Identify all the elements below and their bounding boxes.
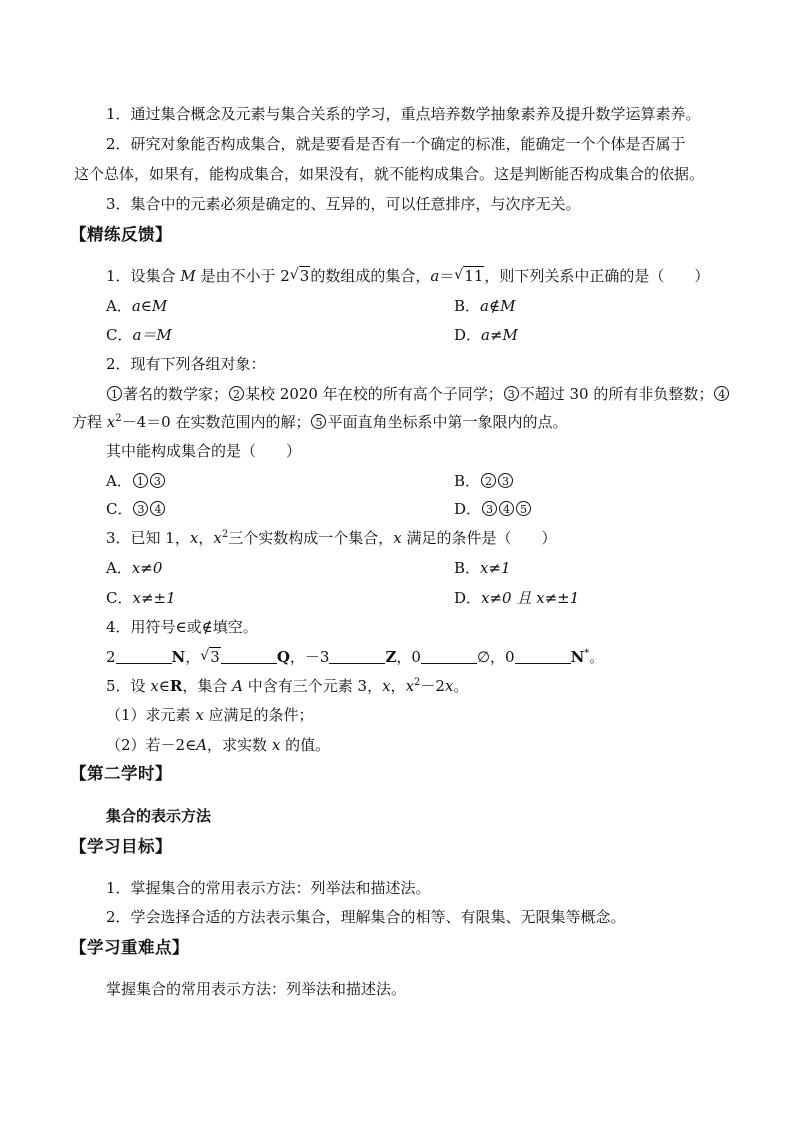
question-2-stem: 2．现有下列各组对象： bbox=[106, 355, 266, 373]
option-c[interactable]: C．x≠±1 bbox=[106, 589, 176, 607]
question-5-part-1: （1）求元素 x 应满足的条件； bbox=[106, 706, 314, 724]
section-heading-lesson-2: 【第二学时】 bbox=[70, 764, 172, 783]
summary-point-2-line-2: 这个总体，如果有，能构成集合，如果没有，就不能构成集合。这是判断能否构成集合的依据。 bbox=[74, 165, 705, 183]
question-5-part-2: （2）若－2∈A，求实数 x 的值。 bbox=[106, 736, 331, 754]
question-2-options-row-1 bbox=[106, 471, 706, 491]
circled-number-3: 3 bbox=[504, 386, 519, 401]
circled-number-2: 2 bbox=[229, 386, 244, 401]
circled-number: 1 bbox=[133, 473, 148, 488]
question-2-ask: 其中能构成集合的是（ ） bbox=[106, 442, 302, 460]
circled-number-5: 5 bbox=[311, 414, 326, 429]
answer-blank-2[interactable] bbox=[221, 649, 277, 664]
option-b[interactable]: B．a∉M bbox=[454, 297, 516, 315]
question-4-stem: 4．用符号∈或∉填空。 bbox=[106, 618, 258, 636]
circled-number: 3 bbox=[150, 473, 165, 488]
question-3-options-row-1 bbox=[106, 558, 706, 578]
circled-number-4: 4 bbox=[714, 386, 729, 401]
option-a[interactable]: A． 1 3 bbox=[106, 472, 166, 490]
goal-item-2: 2．学会选择合适的方法表示集合，理解集合的相等、有限集、无限集等概念。 bbox=[106, 908, 626, 926]
option-c[interactable]: C． 3 4 bbox=[106, 500, 166, 518]
option-a[interactable]: A．a∈M bbox=[106, 297, 168, 315]
lesson-2-title: 集合的表示方法 bbox=[106, 807, 212, 825]
sqrt-11: √ 11 bbox=[454, 267, 484, 285]
circled-number: 3 bbox=[482, 501, 497, 516]
question-4-blanks: 2 N， √ 3 Q，－3 Z，0 ∅，0 N*。 bbox=[106, 648, 605, 666]
answer-blank-4[interactable] bbox=[421, 649, 477, 664]
option-a[interactable]: A．x≠0 bbox=[106, 559, 163, 577]
option-d[interactable]: D． 3 4 5 bbox=[454, 499, 532, 519]
circled-number: 3 bbox=[133, 501, 148, 516]
question-1-stem: 1．设集合 M 是由不小于 2 √ 3的数组成的集合，a＝ √ 11，则下列关系中正确的是（ ） bbox=[106, 267, 710, 285]
goal-item-1: 1．掌握集合的常用表示方法：列举法和描述法。 bbox=[106, 879, 431, 897]
circled-number: 4 bbox=[499, 501, 514, 516]
option-c[interactable]: C．a＝M bbox=[106, 326, 172, 344]
circled-number: 4 bbox=[150, 501, 165, 516]
answer-blank-5[interactable] bbox=[515, 649, 571, 664]
option-b[interactable]: B． 2 3 bbox=[454, 471, 514, 491]
section-heading-feedback: 【精练反馈】 bbox=[70, 225, 172, 244]
question-2-options-row-2 bbox=[106, 499, 706, 519]
circled-number-1: 1 bbox=[107, 386, 122, 401]
summary-point-2-line-1: 2．研究对象能否构成集合，就是要看是否有一个确定的标准，能确定一个个体是否属于 bbox=[106, 135, 686, 153]
section-heading-goals: 【学习目标】 bbox=[70, 837, 172, 856]
question-1-options-row-1 bbox=[106, 296, 706, 316]
circled-number: 5 bbox=[516, 501, 531, 516]
option-d[interactable]: D．a≠M bbox=[454, 326, 518, 344]
summary-point-3: 3．集合中的元素必须是确定的、互异的，可以任意排序，与次序无关。 bbox=[106, 195, 581, 213]
question-5-stem: 5．设 x∈R，集合 A 中含有三个元素 3，x，$x^2-2x$。 bbox=[106, 677, 469, 695]
sqrt-3: √ 3 bbox=[200, 648, 220, 666]
question-2-items-line-2: 方程 $x^2-4=0$ 在实数范围内的解； 5 平面直角坐标系中第一象限内的点。 bbox=[72, 413, 568, 431]
summary-point-1: 1．通过集合概念及元素与集合关系的学习，重点培养数学抽象素养及提升数学运算素养。 bbox=[106, 105, 701, 123]
option-b[interactable]: B．x≠1 bbox=[454, 559, 511, 577]
answer-blank-3[interactable] bbox=[329, 649, 385, 664]
circled-number: 3 bbox=[498, 473, 513, 488]
question-3-stem: 3．已知 1，x，$x^2$三个实数构成一个集合，x 满足的条件是（ ） bbox=[106, 529, 557, 547]
key-point: 掌握集合的常用表示方法：列举法和描述法。 bbox=[106, 980, 407, 998]
question-1-options-row-2 bbox=[106, 325, 706, 345]
sqrt-3: √ 3 bbox=[289, 267, 310, 285]
answer-blank-1[interactable] bbox=[116, 649, 172, 664]
question-2-items-line-1: 1 著名的数学家； 2 某校 2020 年在校的所有高个子同学； 3 不超过 30 的所有非负整数； 4 bbox=[106, 384, 730, 404]
question-3-options-row-2 bbox=[106, 588, 706, 608]
circled-number: 2 bbox=[481, 473, 496, 488]
section-heading-key-points: 【学习重难点】 bbox=[70, 938, 189, 957]
option-d[interactable]: D．x≠0 且 x≠±1 bbox=[454, 589, 580, 607]
